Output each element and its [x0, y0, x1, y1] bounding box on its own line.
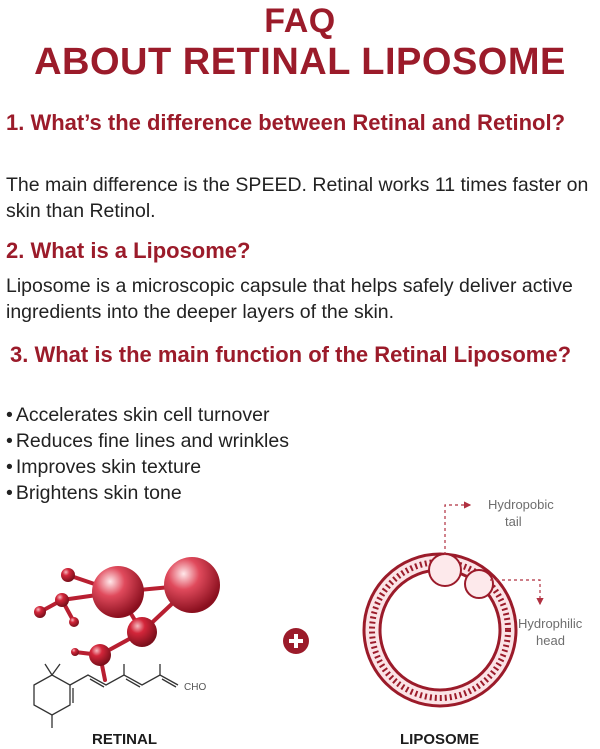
hydrophobic-label-line1: Hydropobic [488, 497, 554, 512]
liposome-diagram [364, 554, 516, 706]
plus-circle-icon [283, 628, 309, 654]
faq-question-2: 2. What is a Liposome? [6, 238, 251, 263]
illustration [0, 490, 600, 730]
liposome-label: LIPOSOME [400, 731, 480, 748]
bullet-item: • Brightens skin tone [6, 480, 289, 506]
bullet-item: • Accelerates skin cell turnover [6, 402, 289, 428]
atom [71, 648, 79, 656]
faq-question-3: 3. What is the main function of the Retinal Liposome? [10, 342, 572, 367]
molecule-atoms [34, 557, 220, 666]
atom [69, 617, 79, 627]
atom [55, 593, 69, 607]
atom-medium [92, 566, 144, 618]
bullet-item: • Reduces fine lines and wrinkles [6, 428, 289, 454]
faq-answer-1: The main difference is the SPEED. Retinal works 11 times faster on skin than Retinol. [6, 174, 589, 222]
faq-answer-2: Liposome is a microscopic capsule that helps safely deliver active ingredients into the deeper layers of the skin. [6, 275, 573, 323]
retinal-label: RETINAL [92, 731, 157, 748]
faq-question-1: 1. What’s the difference between Retinal and Retinol? [6, 110, 566, 135]
atom-large [164, 557, 220, 613]
cho-label: CHO [184, 682, 207, 693]
atom [34, 606, 46, 618]
page-title: FAQ [264, 2, 336, 40]
atom [89, 644, 111, 666]
retinal-skeletal-formula [34, 664, 178, 728]
hydrophilic-label-line2: head [536, 633, 565, 648]
hydrophilic-label-line1: Hydrophilic [518, 616, 583, 631]
hydrophobic-label-line2: tail [505, 514, 522, 529]
page-subtitle: ABOUT RETINAL LIPOSOME [34, 41, 566, 83]
atom [127, 617, 157, 647]
atom [61, 568, 75, 582]
bullet-item: • Improves skin texture [6, 454, 289, 480]
